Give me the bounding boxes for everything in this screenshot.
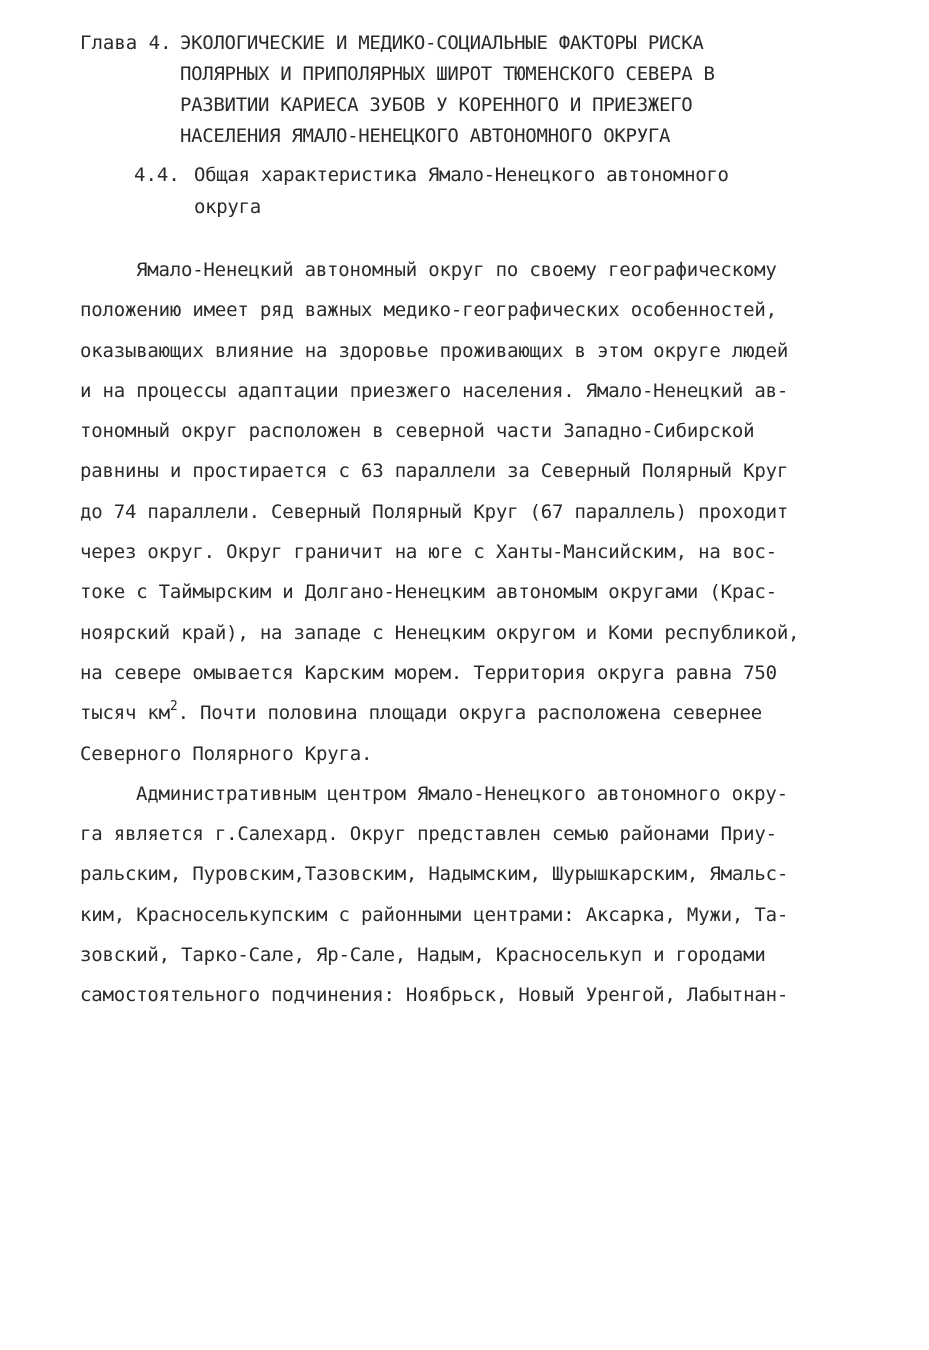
text-line: ким, Красноселькупским с районными центрами: Аксарка, Мужи, Та- [80,903,789,926]
text-line: до 74 параллели. Северный Полярный Круг (67 параллель) проходит [80,500,789,523]
chapter-title-line: ПОЛЯРНЫХ И ПРИПОЛЯРНЫХ ШИРОТ ТЮМЕНСКОГО СЕВЕРА В [180,63,715,85]
chapter-title [180,28,900,152]
text-line: через округ. Округ граничит на юге с Ханты-Мансийским, на вос- [80,541,777,564]
text-line: равнины и простирается с 63 параллели за Северный Полярный Круг [80,460,789,483]
section-number: 4.4. [134,164,180,186]
text-line: Административным центром Ямало-Ненецкого автономного окру- [136,782,788,805]
text-continuation: . Почти половина площади округа расположена севернее [177,702,762,725]
text-line: га является г.Салехард. Округ представлен семью районами Приу- [80,823,777,846]
chapter-number: Глава 4. [80,32,172,54]
text-line: тономный округ расположен в северной части Западно-Сибирской [80,420,755,443]
text-line: на севере омывается Карским морем. Территория округа равна 750 [80,661,777,684]
area-unit-text: тысяч км [80,702,170,725]
paragraph [80,250,850,774]
paragraph [80,774,850,1016]
chapter-title-line: РАЗВИТИИ КАРИЕСА ЗУБОВ У КОРЕННОГО И ПРИЕЗЖЕГО [180,94,693,116]
text-line: зовский, Тарко-Сале, Яр-Сале, Надым, Красноселькуп и городами [80,944,766,967]
chapter-title-line: ЭКОЛОГИЧЕСКИЕ И МЕДИКО-СОЦИАЛЬНЫЕ ФАКТОРЫ РИСКА [180,32,704,54]
text-line: Ямало-Ненецкий автономный округ по своему географическому [136,259,777,281]
section-title [194,159,834,223]
text-line: Северного Полярного Круга. [80,742,373,765]
section-title-line: округа [194,196,261,218]
text-line: ноярский край), на западе с Ненецким округом и Коми республикой, [80,621,800,644]
text-line [80,693,850,733]
chapter-title-line: НАСЕЛЕНИЯ ЯМАЛО-НЕНЕЦКОГО АВТОНОМНОГО ОКРУГА [180,125,671,147]
superscript-exponent: 2 [169,698,178,714]
section-title-line: Общая характеристика Ямало-Ненецкого автономного [194,164,729,186]
text-line: положению имеет ряд важных медико-географических особенностей, [80,299,777,322]
text-line: самостоятельного подчинения: Ноябрьск, Новый Уренгой, Лабытнан- [80,984,789,1007]
text-line: токе с Таймырским и Долгано-Ненецким автономым округами (Крас- [80,581,777,604]
text-line: и на процессы адаптации приезжего населения. Ямало-Ненецкий ав- [80,379,789,402]
text-line: оказывающих влияние на здоровье проживающих в этом округе людей [80,339,789,362]
body-text [80,250,850,1016]
text-line: ральским, Пуровским,Тазовским, Надымским, Шурышкарским, Ямальс- [80,863,789,886]
